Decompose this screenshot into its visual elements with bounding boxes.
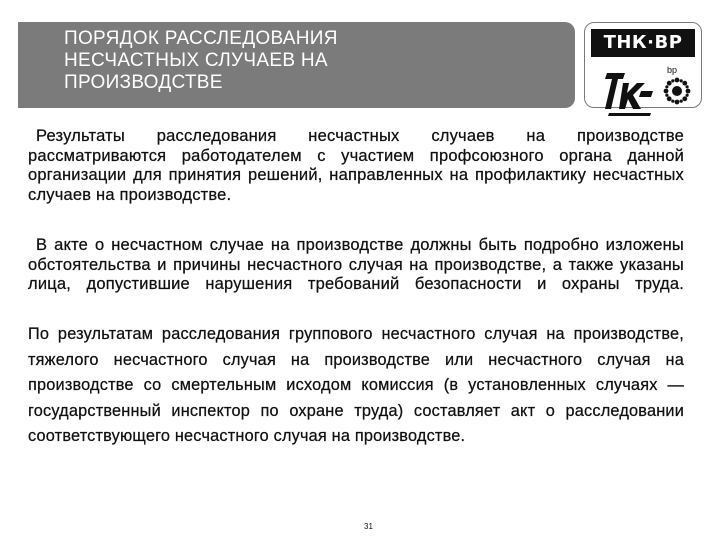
- logo-brand-text: ТНК·ВР: [591, 29, 695, 57]
- bp-helios-icon: [661, 75, 693, 107]
- slide-title: ПОРЯДОК РАССЛЕДОВАНИЯ НЕСЧАСТНЫХ СЛУЧАЕВ НА ПРОИЗВОДСТВЕ: [64, 28, 338, 93]
- page-number: 31: [364, 522, 373, 531]
- paragraph-act-contents: В акте о несчастном случае на производстве должны быть подробно изложены обстоятельства и причины несчастного случая на производстве, а также указаны лица, допустившие нарушения требований безопасности и охраны труда.: [28, 236, 684, 293]
- tnk-logo-icon: [603, 65, 657, 121]
- logo-bp-text: bp: [667, 65, 678, 75]
- paragraph-group-accident: По результатам расследования группового несчастного случая на производстве, тяжелого несчастного случая на производстве или несчастного случая на производстве со смертельным исходом комиссия (в установленных случаях — государственный инспектор по охране труда) составляет акт о расследовании соответствующего несчастного случая на производстве.: [28, 325, 684, 445]
- company-logo: [584, 22, 702, 108]
- title-bar: [18, 22, 575, 108]
- paragraph-results: Результаты расследования несчастных случаев на производстве рассматриваются работодателем с участием профсоюзного органа данной организации для принятия решений, направленных на профилактику несчастных случаев на производстве.: [28, 127, 684, 204]
